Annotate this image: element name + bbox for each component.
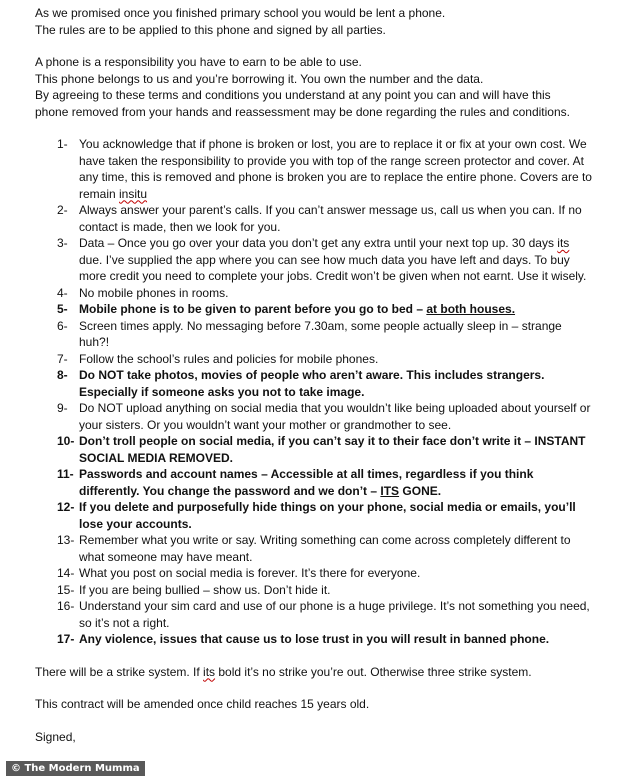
rule-text-underlined: ITS (380, 483, 400, 498)
terms-line: This phone belongs to us and you’re borrowing it. You own the number and the data. (35, 71, 484, 86)
rule-text: due. I’ve supplied the app where you can see how much data you have left and days. To buy more credit you need to complete your jobs. Credit won’t be given when not earnt. Use it wisely. (79, 252, 587, 283)
rule-text: Don’t troll people on social media, if you can’t say it to their face don’t write it – INSTANT SOCIAL MEDIA REMOVED. (79, 434, 586, 465)
intro-line: The rules are to be applied to this phone and signed by all parties. (35, 22, 386, 37)
rule-text-misspelled: its (557, 236, 570, 250)
rule-number: 17- (57, 632, 75, 646)
rule-number: 10- (57, 434, 75, 448)
rule-number: 14- (57, 566, 75, 580)
terms-paragraph (35, 54, 595, 120)
rule-text: If you are being bullied – show us. Don’t hide it. (79, 582, 331, 597)
intro-line: As we promised once you finished primary school you would be lent a phone. (35, 6, 446, 20)
rule-text: Remember what you write or say. Writing something can come across completely different to what someone may have meant. (79, 533, 571, 564)
rule-item (57, 367, 595, 400)
rule-item (57, 582, 595, 599)
rule-number: 13- (57, 533, 75, 547)
rule-text: Mobile phone is to be given to parent before you go to bed – (79, 302, 427, 316)
terms-line: By agreeing to these terms and conditions you understand at any point you can and will have this (35, 88, 551, 102)
rule-text: If you delete and purposefully hide things on your phone, social media or emails, you’ll lose your accounts. (79, 500, 576, 531)
rule-number: 12- (57, 500, 75, 514)
rule-number: 11- (57, 467, 74, 481)
rule-item (57, 466, 595, 499)
rule-text: Screen times apply. No messaging before 7.30am, some people actually sleep in – strange huh?! (79, 318, 562, 349)
rule-item (57, 598, 595, 631)
rule-item (57, 318, 595, 351)
rule-item (57, 301, 595, 318)
rule-item (57, 202, 595, 235)
rule-item (57, 285, 595, 302)
rule-item (57, 235, 595, 285)
rule-text-misspelled: insitu (119, 186, 148, 201)
strike-paragraph (35, 664, 595, 681)
terms-line: phone removed from your hands and reassessment may be done regarding the rules and conditions. (35, 104, 570, 119)
rule-text: GONE. (399, 483, 442, 498)
strike-text-misspelled: its (203, 664, 216, 679)
rule-item (57, 631, 595, 648)
terms-line: A phone is a responsibility you have to earn to be able to use. (35, 55, 362, 69)
rule-number: 6- (57, 318, 68, 333)
rule-item (57, 136, 595, 202)
rule-number: 15- (57, 582, 75, 597)
amend-paragraph: This contract will be amended once child reaches 15 years old. (35, 697, 370, 711)
rule-item (57, 400, 595, 433)
rule-text-underlined: at both houses. (426, 302, 516, 316)
rule-text: Follow the school’s rules and policies for mobile phones. (79, 351, 379, 366)
rule-number: 16- (57, 599, 75, 613)
rule-number: 4- (57, 285, 68, 300)
rule-item (57, 565, 595, 582)
rule-text: Always answer your parent’s calls. If you can’t answer message us, call us when you can. If no contact is made, then we look for you. (79, 203, 582, 234)
rule-text: You acknowledge that if phone is broken or lost, you are to replace it or fix at your own cost. We have taken the responsibility to provide you with top of the range screen protector and cover. At any time, this is removed and phone is broken you are to replace the entire phone. Covers are to remain (79, 137, 592, 201)
rule-text: Do NOT take photos, movies of people who aren’t aware. This includes strangers. Especially if someone asks you not to take image. (79, 368, 545, 399)
rule-number: 1- (57, 137, 68, 151)
rule-item (57, 499, 595, 532)
rule-text: No mobile phones in rooms. (79, 285, 229, 300)
rule-number: 3- (57, 236, 68, 250)
rule-item (57, 532, 595, 565)
contract-document (35, 5, 595, 761)
rule-item (57, 433, 595, 466)
intro-paragraph (35, 5, 595, 38)
watermark: © The Modern Mumma (6, 761, 145, 776)
rule-number: 7- (57, 351, 68, 366)
strike-text: bold it’s no strike you’re out. Otherwise three strike system. (215, 664, 532, 679)
rule-number: 8- (57, 368, 68, 382)
rule-text: What you post on social media is forever. It’s there for everyone. (79, 566, 421, 580)
rule-text: Any violence, issues that cause us to lose trust in you will result in banned phone. (79, 632, 550, 646)
rule-item (57, 351, 595, 368)
rule-number: 5- (57, 302, 68, 316)
rules-list (57, 136, 595, 648)
rule-text: Data – Once you go over your data you don’t get any extra until your next top up. 30 days (79, 236, 558, 250)
rule-text: Do NOT upload anything on social media that you wouldn’t like being uploaded about yourself or your sisters. Or you wouldn’t want your mother or grandmother to see. (79, 401, 591, 432)
signed-line: Signed, (35, 729, 76, 744)
rule-number: 9- (57, 401, 68, 415)
rule-text: Understand your sim card and use of our phone is a huge privilege. It’s not something you need, so it’s not a right. (79, 599, 590, 630)
rule-number: 2- (57, 203, 68, 217)
strike-text: There will be a strike system. If (35, 664, 204, 679)
rule-text: Passwords and account names – Accessible at all times, regardless if you think differently. You change the password and we don’t – (79, 467, 534, 498)
